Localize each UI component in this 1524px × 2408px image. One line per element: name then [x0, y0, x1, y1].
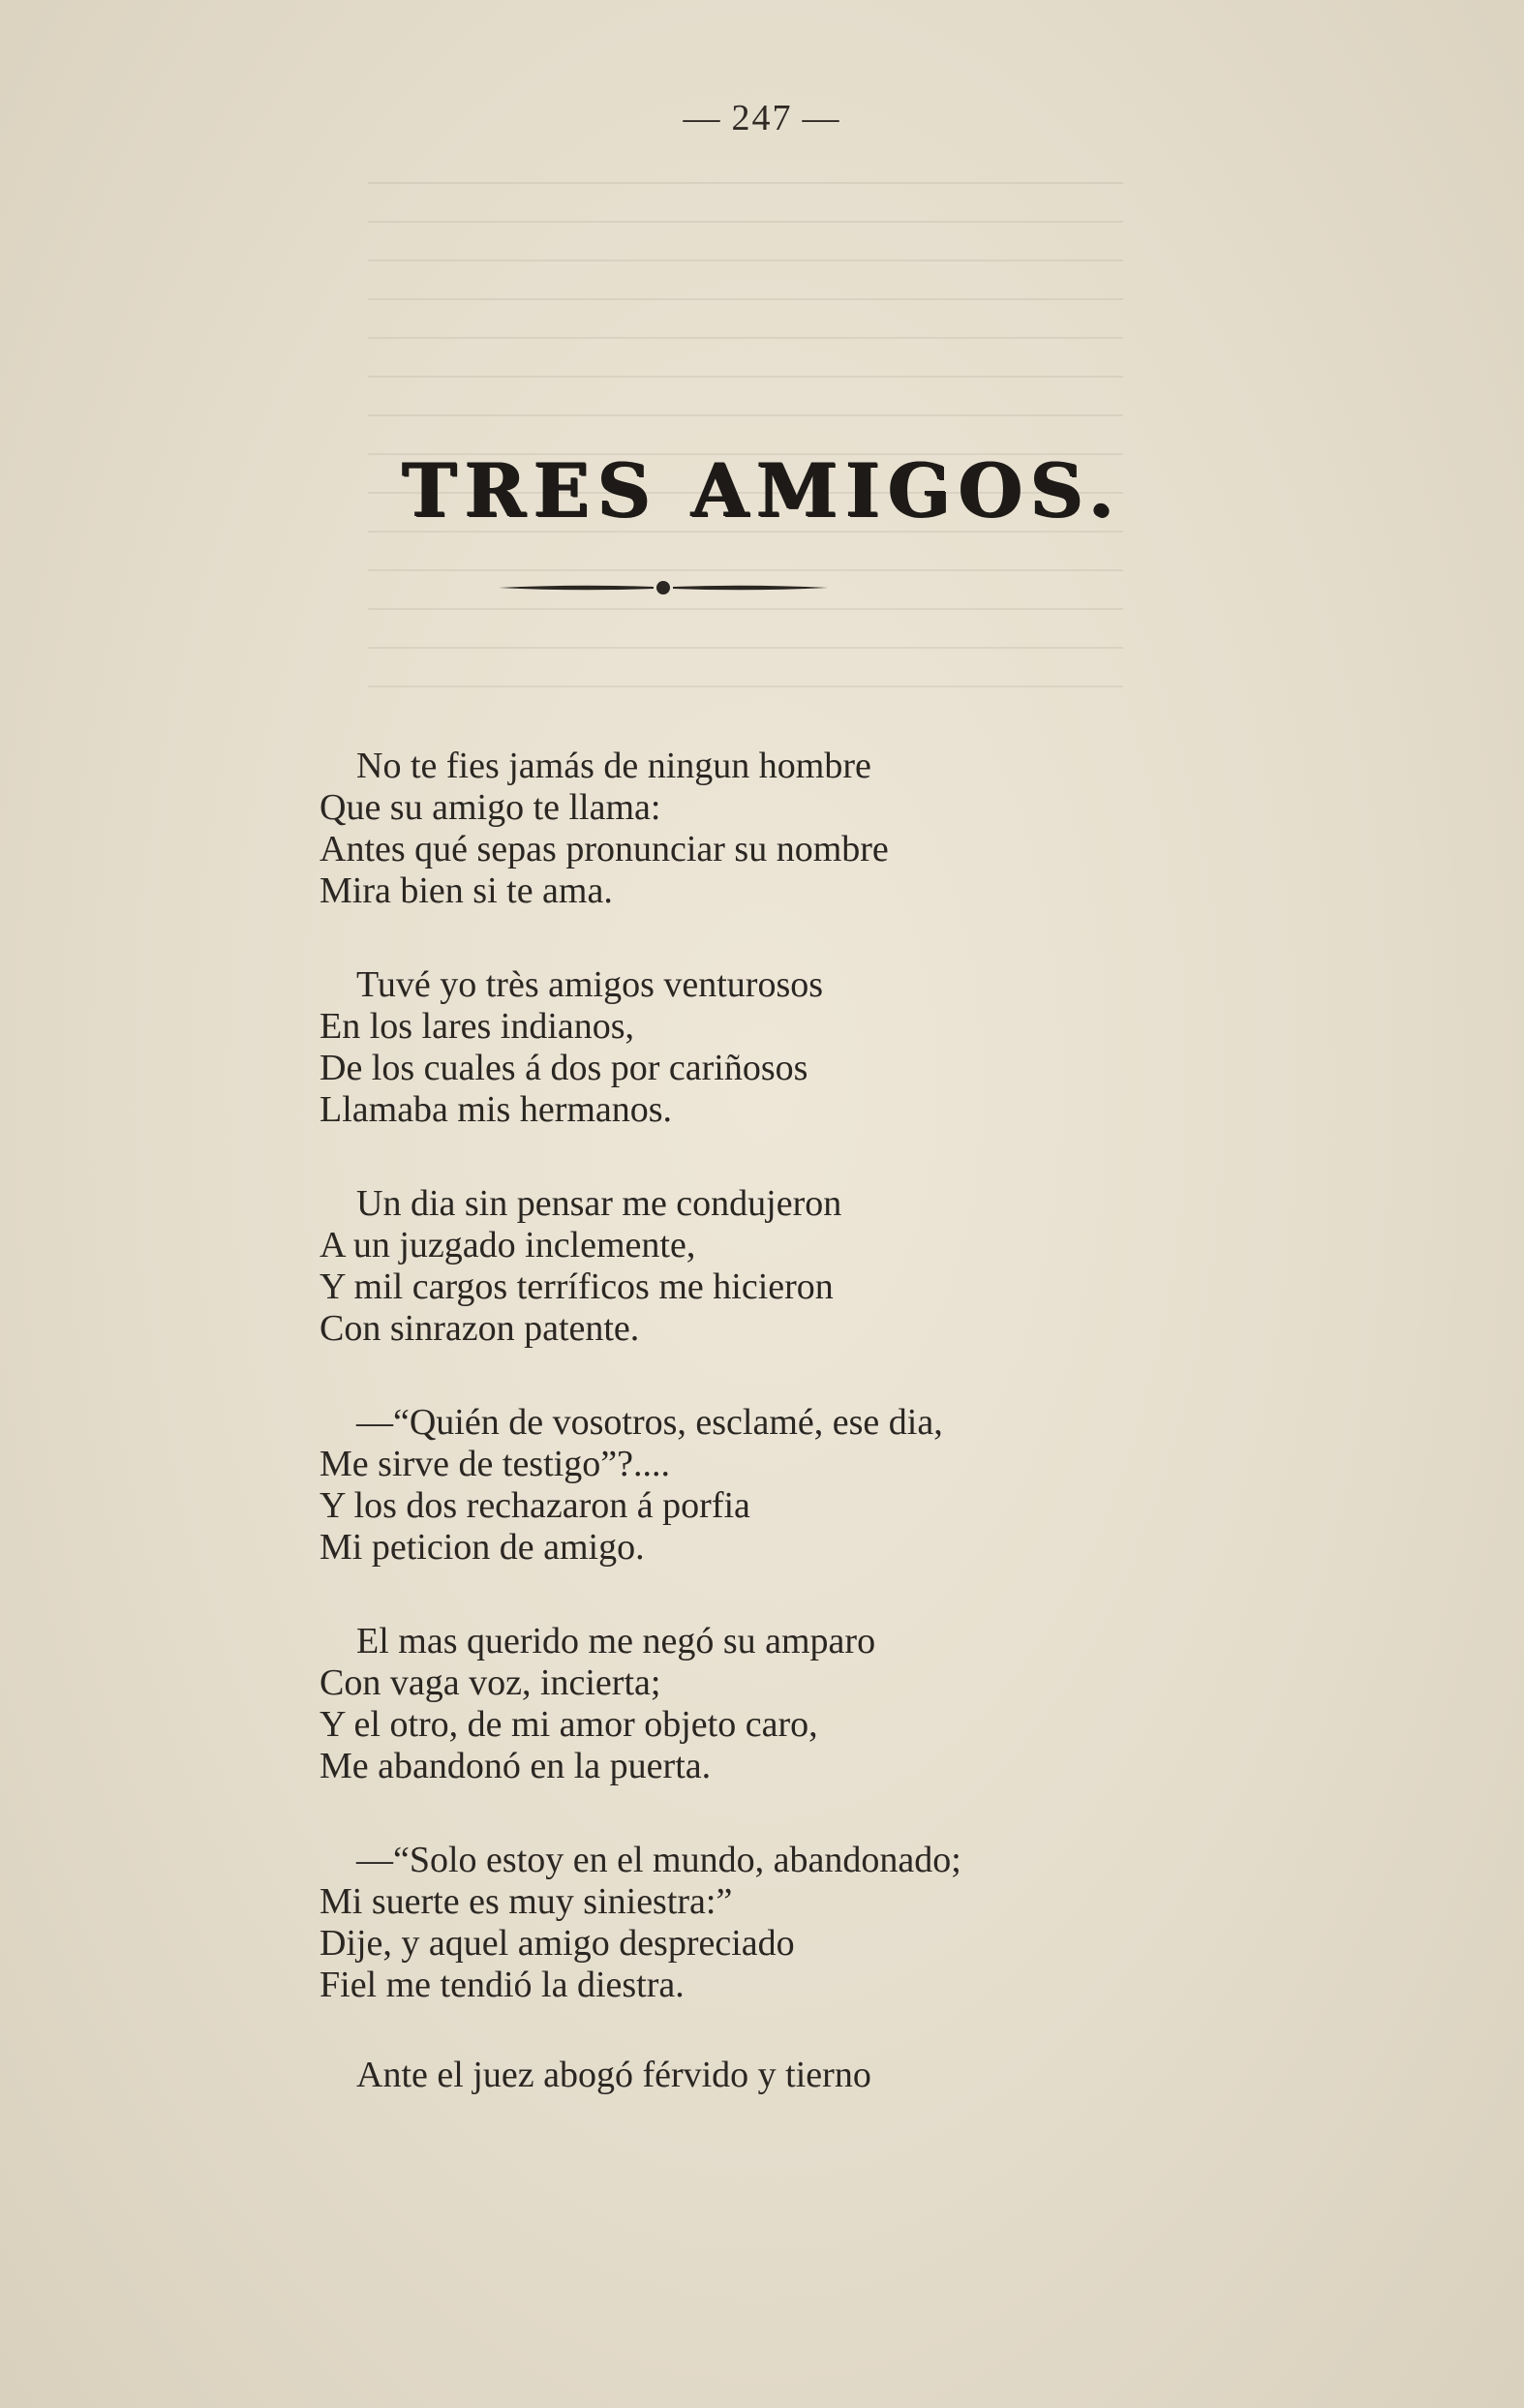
poem-line: Y los dos rechazaron á porfia [320, 1485, 750, 1526]
stanza-2 [320, 964, 1113, 1131]
stanza-3 [320, 1183, 1113, 1350]
bleed-through-texture [368, 145, 1123, 687]
stanza-1 [320, 746, 1113, 912]
poem-line: Dije, y aquel amigo despreciado [320, 1923, 795, 1964]
poem-final-line: Ante el juez abogó férvido y tierno [356, 2055, 871, 2095]
poem-line: Un dia sin pensar me condujeron [356, 1183, 842, 1224]
poem-line: Mi suerte es muy siniestra:” [320, 1881, 733, 1922]
poem-line: Que su amigo te llama: [320, 787, 661, 828]
poem-line: Fiel me tendió la diestra. [320, 1965, 685, 2005]
poem-line: Me sirve de testigo”?.... [320, 1444, 670, 1484]
poem-line: Me abandonó en la puerta. [320, 1746, 712, 1786]
page-number [0, 97, 1524, 139]
stanza-5 [320, 1621, 1113, 1787]
poem-line: Tuvé yo très amigos venturosos [356, 964, 824, 1005]
poem-line: En los lares indianos, [320, 1006, 635, 1047]
poem-line: Mira bien si te ama. [320, 870, 613, 911]
poem-title: TRES AMIGOS. [402, 447, 1122, 533]
poem-line: —“Solo estoy en el mundo, abandonado; [356, 1840, 961, 1880]
poem-line: Con vaga voz, incierta; [320, 1662, 661, 1703]
poem-body [320, 746, 1113, 2096]
stanza-6 [320, 1840, 1113, 2006]
poem-line: El mas querido me negó su amparo [356, 1621, 876, 1661]
poem-line: Llamaba mis hermanos. [320, 1089, 673, 1130]
poem-line: Con sinrazon patente. [320, 1308, 640, 1349]
page-number-value: 247 [731, 98, 793, 138]
poem-line: Y mil cargos terríficos me hicieron [320, 1266, 834, 1307]
poem-line: —“Quién de vosotros, esclamé, ese dia, [356, 1402, 943, 1443]
poem-line: No te fies jamás de ningun hombre [356, 746, 871, 786]
poem-line: A un juzgado inclemente, [320, 1225, 696, 1265]
stanza-4 [320, 1402, 1113, 1569]
poem-line: Antes qué sepas pronunciar su nombre [320, 829, 889, 869]
poem-line: De los cuales á dos por cariñosos [320, 1048, 808, 1088]
poem-line: Y el otro, de mi amor objeto caro, [320, 1704, 818, 1745]
poem-line: Mi peticion de amigo. [320, 1527, 645, 1568]
title-ornament-rule [489, 573, 838, 602]
page-number-dash-right: — [802, 98, 841, 138]
page-number-dash-left: — [683, 98, 722, 138]
